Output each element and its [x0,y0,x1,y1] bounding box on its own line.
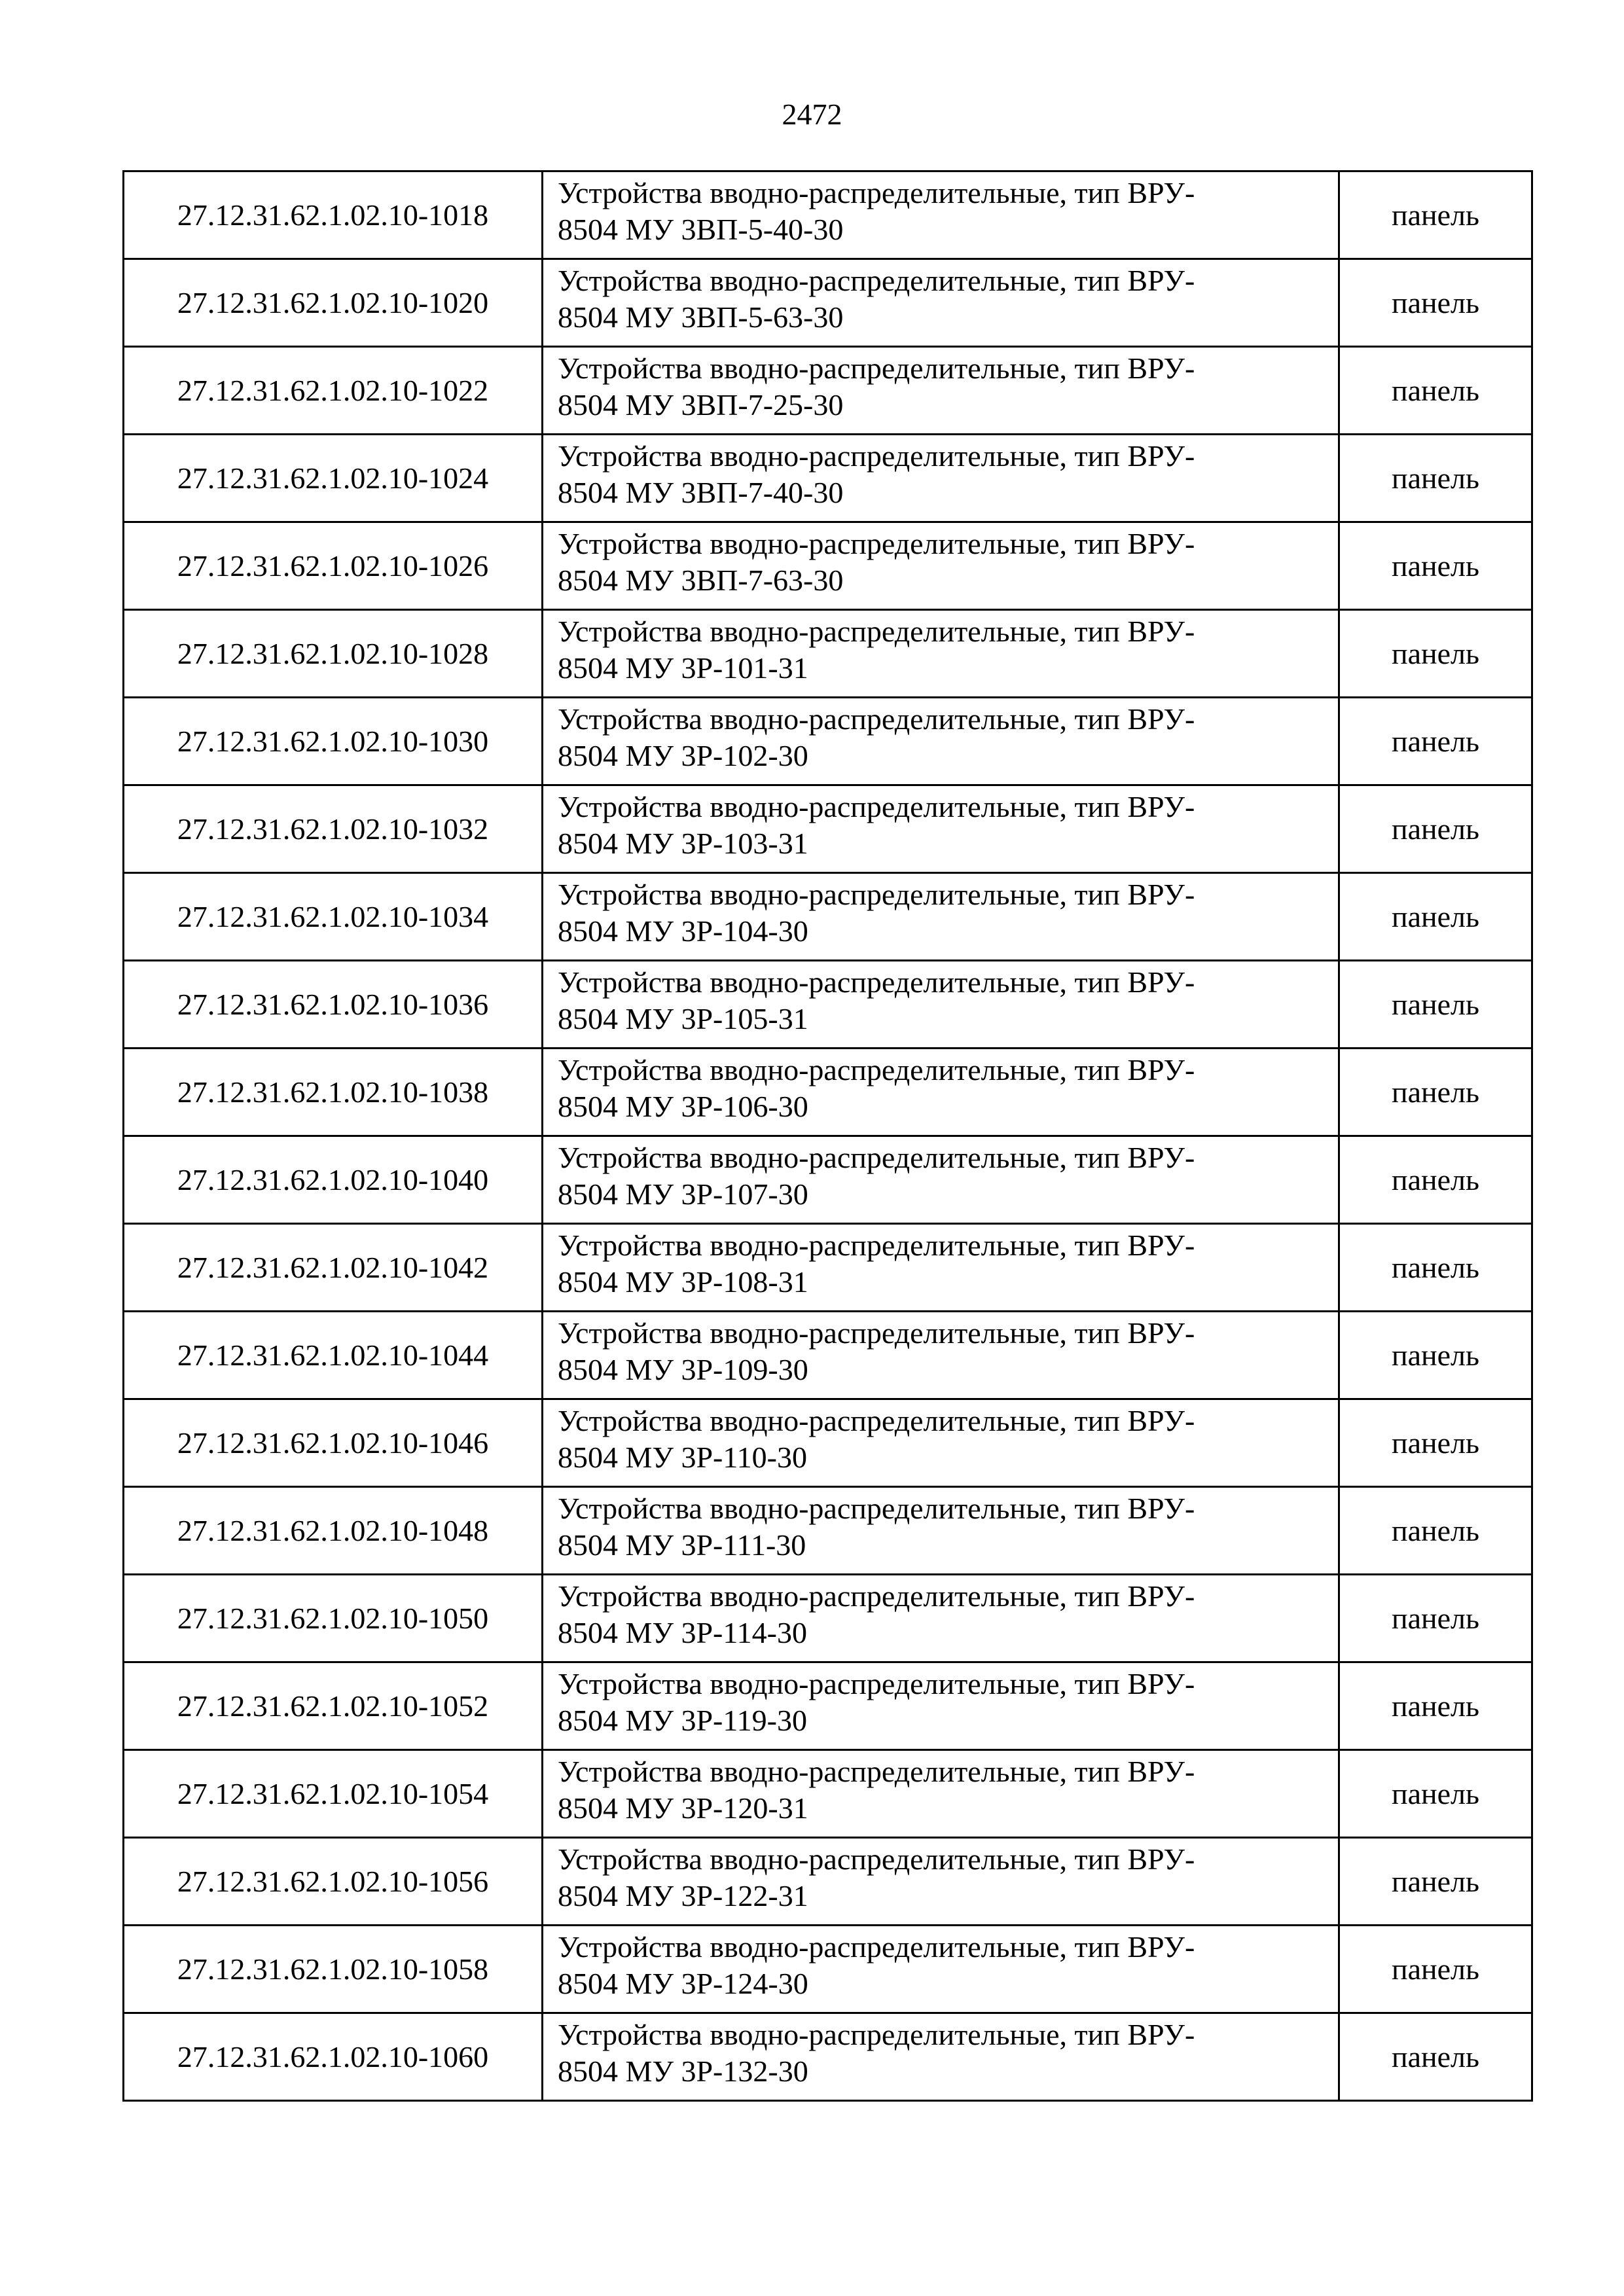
resource-name-line1: Устройства вводно-распределительные, тип ВРУ- [558,1404,1195,1437]
resource-code: 27.12.31.62.1.02.10-1032 [124,785,543,873]
resource-name-line2: 8504 МУ 3Р-105-31 [558,1002,808,1035]
table-row [124,347,1532,435]
resource-name-line2: 8504 МУ 3Р-101-31 [558,651,808,685]
resource-name-line2: 8504 МУ 3Р-111-30 [558,1528,806,1562]
resource-name-line2: 8504 МУ 3Р-107-30 [558,1177,808,1211]
resource-name-line2: 8504 МУ 3Р-120-31 [558,1791,808,1825]
unit-of-measure: панель [1339,1399,1532,1487]
resource-name-line1: Устройства вводно-распределительные, тип ВРУ- [558,615,1195,648]
resource-name [543,1487,1339,1575]
table-row [124,1575,1532,1662]
unit-of-measure: панель [1339,1487,1532,1575]
resource-table [122,170,1533,2102]
resource-name-line2: 8504 МУ 3Р-122-31 [558,1879,808,1912]
resource-name [543,1575,1339,1662]
resource-name-line2: 8504 МУ 3ВП-7-25-30 [558,388,844,422]
resource-name-line1: Устройства вводно-распределительные, тип ВРУ- [558,790,1195,823]
resource-name [543,785,1339,873]
unit-of-measure: панель [1339,873,1532,961]
unit-of-measure: панель [1339,961,1532,1049]
table-row [124,1487,1532,1575]
resource-name [543,2013,1339,2101]
table-row [124,961,1532,1049]
resource-name [543,1399,1339,1487]
resource-name-line1: Устройства вводно-распределительные, тип ВРУ- [558,1316,1195,1350]
unit-of-measure: панель [1339,2013,1532,2101]
resource-name [543,961,1339,1049]
unit-of-measure: панель [1339,435,1532,522]
resource-name [543,522,1339,610]
resource-name [543,171,1339,259]
unit-of-measure: панель [1339,1750,1532,1838]
resource-name [543,1049,1339,1136]
resource-name-line1: Устройства вводно-распределительные, тип ВРУ- [558,2018,1195,2051]
resource-code: 27.12.31.62.1.02.10-1034 [124,873,543,961]
resource-name [543,259,1339,347]
page-number: 2472 [782,98,842,131]
resource-code: 27.12.31.62.1.02.10-1038 [124,1049,543,1136]
table-row [124,259,1532,347]
resource-name [543,1136,1339,1224]
resource-name [543,1750,1339,1838]
table-row [124,2013,1532,2101]
resource-code: 27.12.31.62.1.02.10-1040 [124,1136,543,1224]
unit-of-measure: панель [1339,522,1532,610]
resource-name-line2: 8504 МУ 3Р-103-31 [558,827,808,860]
resource-code: 27.12.31.62.1.02.10-1030 [124,698,543,785]
resource-name [543,1926,1339,2013]
resource-name-line2: 8504 МУ 3Р-132-30 [558,2054,808,2088]
table-row [124,1838,1532,1926]
resource-name-line1: Устройства вводно-распределительные, тип ВРУ- [558,527,1195,560]
table-row [124,522,1532,610]
resource-name-line1: Устройства вводно-распределительные, тип ВРУ- [558,1842,1195,1876]
unit-of-measure: панель [1339,785,1532,873]
resource-name [543,873,1339,961]
resource-name-line2: 8504 МУ 3Р-124-30 [558,1967,808,2000]
resource-name-line2: 8504 МУ 3Р-119-30 [558,1704,807,1737]
resource-code: 27.12.31.62.1.02.10-1042 [124,1224,543,1312]
resource-name-line1: Устройства вводно-распределительные, тип ВРУ- [558,264,1195,297]
resource-code: 27.12.31.62.1.02.10-1018 [124,171,543,259]
table-row [124,698,1532,785]
resource-code: 27.12.31.62.1.02.10-1048 [124,1487,543,1575]
resource-name-line1: Устройства вводно-распределительные, тип ВРУ- [558,1755,1195,1788]
resource-code: 27.12.31.62.1.02.10-1036 [124,961,543,1049]
table-row [124,610,1532,698]
resource-code: 27.12.31.62.1.02.10-1052 [124,1662,543,1750]
unit-of-measure: панель [1339,1136,1532,1224]
resource-name [543,347,1339,435]
resource-code: 27.12.31.62.1.02.10-1056 [124,1838,543,1926]
resource-name-line1: Устройства вводно-распределительные, тип ВРУ- [558,1141,1195,1174]
resource-name [543,1662,1339,1750]
resource-code: 27.12.31.62.1.02.10-1022 [124,347,543,435]
resource-name-line1: Устройства вводно-распределительные, тип ВРУ- [558,702,1195,736]
unit-of-measure: панель [1339,171,1532,259]
resource-name-line1: Устройства вводно-распределительные, тип ВРУ- [558,176,1195,209]
resource-name-line1: Устройства вводно-распределительные, тип ВРУ- [558,1667,1195,1700]
unit-of-measure: панель [1339,1662,1532,1750]
unit-of-measure: панель [1339,1926,1532,2013]
table-row [124,1662,1532,1750]
resource-code: 27.12.31.62.1.02.10-1026 [124,522,543,610]
unit-of-measure: панель [1339,1224,1532,1312]
resource-code: 27.12.31.62.1.02.10-1054 [124,1750,543,1838]
unit-of-measure: панель [1339,259,1532,347]
resource-code: 27.12.31.62.1.02.10-1060 [124,2013,543,2101]
resource-name-line2: 8504 МУ 3Р-106-30 [558,1090,808,1123]
table-row [124,171,1532,259]
unit-of-measure: панель [1339,610,1532,698]
resource-name-line2: 8504 МУ 3ВП-7-63-30 [558,564,844,597]
resource-name [543,1838,1339,1926]
table-row [124,1136,1532,1224]
resource-name-line1: Устройства вводно-распределительные, тип ВРУ- [558,351,1195,385]
resource-name [543,435,1339,522]
resource-name-line1: Устройства вводно-распределительные, тип ВРУ- [558,1930,1195,1964]
unit-of-measure: панель [1339,1575,1532,1662]
resource-name [543,698,1339,785]
table-row [124,1049,1532,1136]
resource-name-line1: Устройства вводно-распределительные, тип ВРУ- [558,1229,1195,1262]
unit-of-measure: панель [1339,698,1532,785]
table-row [124,1926,1532,2013]
resource-name-line2: 8504 МУ 3Р-104-30 [558,914,808,948]
resource-name-line1: Устройства вводно-распределительные, тип ВРУ- [558,1579,1195,1613]
resource-name-line2: 8504 МУ 3Р-108-31 [558,1265,808,1299]
resource-name-line1: Устройства вводно-распределительные, тип ВРУ- [558,878,1195,911]
table-row [124,873,1532,961]
resource-name [543,1224,1339,1312]
resource-code: 27.12.31.62.1.02.10-1046 [124,1399,543,1487]
resource-name-line1: Устройства вводно-распределительные, тип ВРУ- [558,965,1195,999]
unit-of-measure: панель [1339,1838,1532,1926]
resource-name-line2: 8504 МУ 3Р-109-30 [558,1353,808,1386]
resource-name-line1: Устройства вводно-распределительные, тип ВРУ- [558,439,1195,473]
table-row [124,1312,1532,1399]
resource-name-line2: 8504 МУ 3ВП-5-63-30 [558,300,844,334]
unit-of-measure: панель [1339,347,1532,435]
table-row [124,1750,1532,1838]
resource-name-line1: Устройства вводно-распределительные, тип ВРУ- [558,1053,1195,1086]
resource-name-line2: 8504 МУ 3ВП-7-40-30 [558,476,844,509]
resource-code: 27.12.31.62.1.02.10-1050 [124,1575,543,1662]
resource-name [543,610,1339,698]
resource-name-line2: 8504 МУ 3Р-110-30 [558,1441,807,1474]
resource-code: 27.12.31.62.1.02.10-1024 [124,435,543,522]
resource-code: 27.12.31.62.1.02.10-1044 [124,1312,543,1399]
resource-code: 27.12.31.62.1.02.10-1028 [124,610,543,698]
resource-name-line1: Устройства вводно-распределительные, тип ВРУ- [558,1492,1195,1525]
table-row [124,1224,1532,1312]
table-row [124,435,1532,522]
unit-of-measure: панель [1339,1312,1532,1399]
resource-name-line2: 8504 МУ 3Р-102-30 [558,739,808,772]
resource-name-line2: 8504 МУ 3Р-114-30 [558,1616,807,1649]
resource-name [543,1312,1339,1399]
table-body [124,171,1532,2101]
resource-name-line2: 8504 МУ 3ВП-5-40-30 [558,213,844,246]
table-row [124,785,1532,873]
unit-of-measure: панель [1339,1049,1532,1136]
resource-code: 27.12.31.62.1.02.10-1058 [124,1926,543,2013]
table-row [124,1399,1532,1487]
resource-code: 27.12.31.62.1.02.10-1020 [124,259,543,347]
